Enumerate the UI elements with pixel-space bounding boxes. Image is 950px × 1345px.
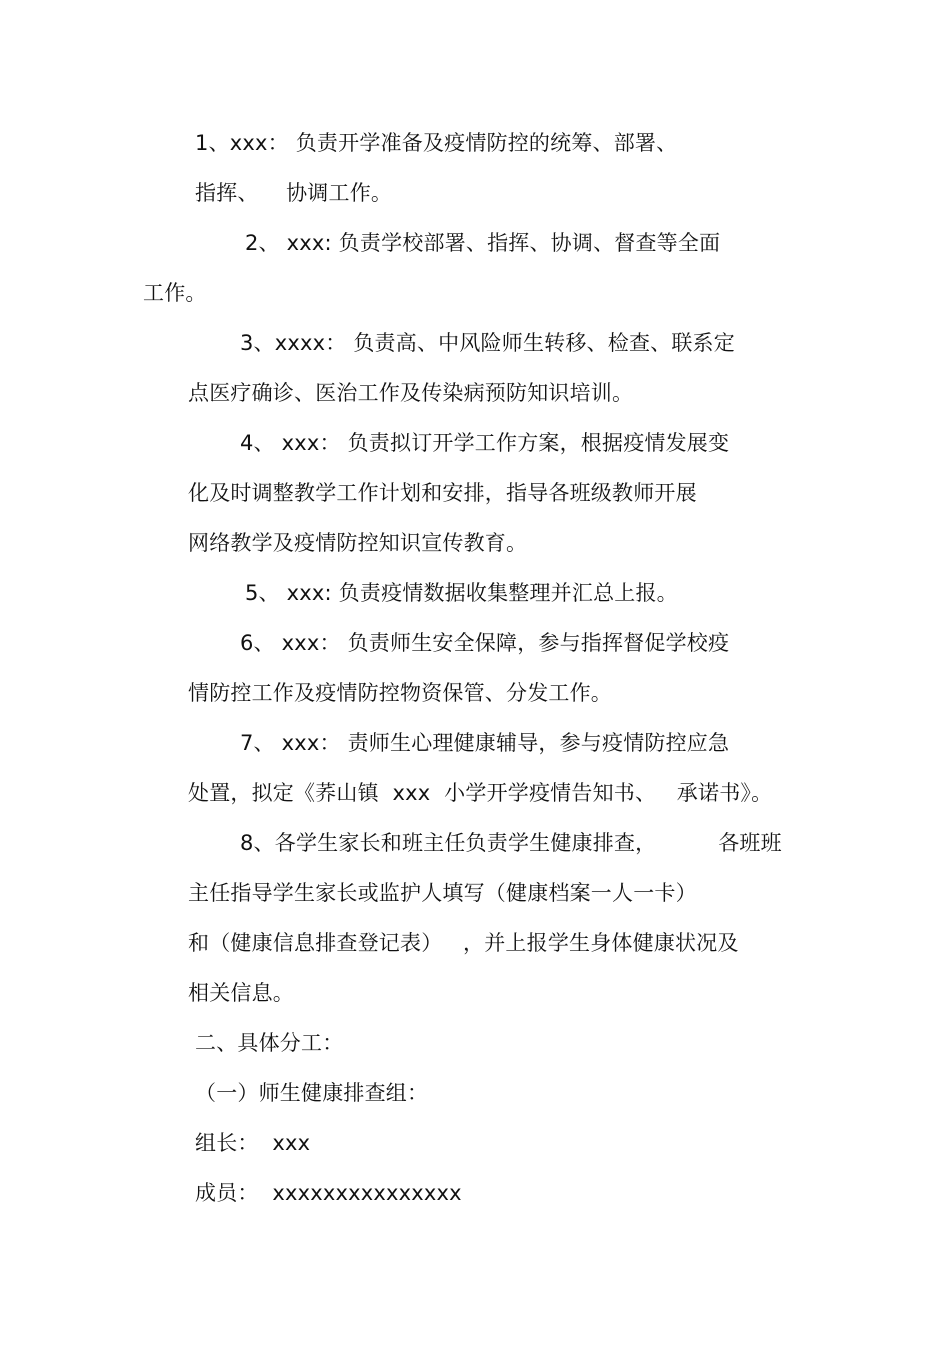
duty-3-line-1: 3、xxxx： 负责高、中风险师生转移、检查、联系定 [240, 331, 735, 355]
duty-6-line-2: 情防控工作及疫情防控物资保管、分发工作。 [188, 681, 612, 705]
group-heading: （一）师生健康排查组： [195, 1081, 429, 1105]
duty-2-line-1: 2、 xxx: 负责学校部署、指挥、协调、督查等全面 [245, 231, 721, 255]
duty-4-line-2: 化及时调整教学工作计划和安排，指导各班级教师开展 [188, 481, 697, 505]
duty-3-line-2: 点医疗确诊、医治工作及传染病预防知识培训。 [188, 381, 634, 405]
section-heading: 二、具体分工： [195, 1031, 344, 1055]
duty-5-line-1: 5、 xxx: 负责疫情数据收集整理并汇总上报。 [245, 581, 678, 605]
duty-4-line-1: 4、 xxx： 负责拟订开学工作方案，根据疫情发展变 [240, 431, 730, 455]
duty-8-line-3: 和（健康信息排查登记表） ，并上报学生身体健康状况及 [188, 931, 739, 955]
duty-8-line-4: 相关信息。 [188, 981, 294, 1005]
duty-8-line-1: 8、各学生家长和班主任负责学生健康排查， 各班班 [240, 831, 782, 855]
duty-1-line-2: 指挥、 协调工作。 [195, 181, 393, 205]
duty-7-line-2: 处置，拟定《荞山镇 xxx 小学开学疫情告知书、 承诺书》。 [188, 781, 773, 805]
duty-1-line-1: 1、xxx： 负责开学准备及疫情防控的统筹、部署、 [195, 131, 678, 155]
group-members: 成员： xxxxxxxxxxxxxxx [195, 1181, 462, 1205]
duty-7-line-1: 7、 xxx： 责师生心理健康辅导，参与疫情防控应急 [240, 731, 730, 755]
group-leader: 组长： xxx [195, 1131, 311, 1155]
duty-6-line-1: 6、 xxx： 负责师生安全保障，参与指挥督促学校疫 [240, 631, 730, 655]
duty-8-line-2: 主任指导学生家长或监护人填写（健康档案一人一卡） [188, 881, 697, 905]
duty-2-line-2: 工作。 [143, 281, 207, 305]
duty-4-line-3: 网络教学及疫情防控知识宣传教育。 [188, 531, 528, 555]
